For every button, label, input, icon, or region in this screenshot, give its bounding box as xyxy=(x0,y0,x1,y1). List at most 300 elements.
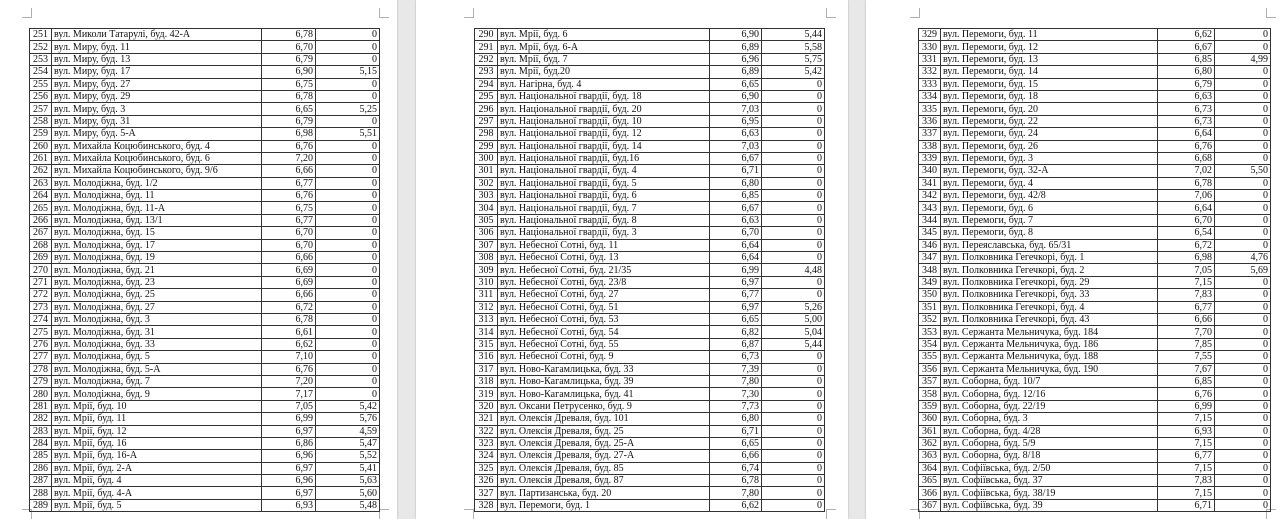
secondary-value-cell: 5,00 xyxy=(762,313,825,325)
value-cell: 6,79 xyxy=(1158,78,1215,90)
secondary-value-cell: 0 xyxy=(316,41,380,53)
row-number: 308 xyxy=(475,252,498,264)
value-cell: 6,85 xyxy=(1158,375,1215,387)
row-number: 273 xyxy=(30,301,52,313)
address-cell: вул. Небесної Сотні, буд. 55 xyxy=(498,338,710,350)
secondary-value-cell: 0 xyxy=(316,202,380,214)
value-cell: 6,66 xyxy=(1158,313,1215,325)
secondary-value-cell: 0 xyxy=(762,152,825,164)
secondary-value-cell: 5,44 xyxy=(762,29,825,41)
value-cell: 6,64 xyxy=(710,239,762,251)
row-number: 325 xyxy=(475,462,498,474)
value-cell: 6,96 xyxy=(710,53,762,65)
secondary-value-cell: 0 xyxy=(762,202,825,214)
address-cell: вул. Соборна, буд. 3 xyxy=(941,413,1158,425)
table-row xyxy=(475,326,825,338)
secondary-value-cell: 0 xyxy=(316,351,380,363)
address-cell: вул. Національної гвардії, буд. 3 xyxy=(498,227,710,239)
row-number: 281 xyxy=(30,400,52,412)
row-number: 331 xyxy=(919,53,941,65)
row-number: 300 xyxy=(475,152,498,164)
table-row xyxy=(919,313,1271,325)
address-cell: вул. Мрії, буд. 10 xyxy=(52,400,262,412)
secondary-value-cell: 0 xyxy=(1215,202,1271,214)
address-cell: вул. Миколи Татарулі, буд. 42-А xyxy=(52,29,262,41)
table-row xyxy=(475,499,825,511)
secondary-value-cell: 0 xyxy=(762,128,825,140)
secondary-value-cell: 0 xyxy=(762,276,825,288)
value-cell: 6,90 xyxy=(262,66,316,78)
row-number: 362 xyxy=(919,437,941,449)
address-cell: вул. Небесної Сотні, буд. 21/35 xyxy=(498,264,710,276)
secondary-value-cell: 0 xyxy=(762,413,825,425)
row-number: 360 xyxy=(919,413,941,425)
secondary-value-cell: 0 xyxy=(316,252,380,264)
value-cell: 6,67 xyxy=(710,202,762,214)
table-row xyxy=(919,190,1271,202)
value-cell: 6,93 xyxy=(262,499,316,511)
address-cell: вул. Молодіжна, буд. 23 xyxy=(52,276,262,288)
value-cell: 7,67 xyxy=(1158,363,1215,375)
value-cell: 6,78 xyxy=(262,29,316,41)
address-cell: вул. Сержанта Мельничука, буд. 190 xyxy=(941,363,1158,375)
address-cell: вул. Оксани Петрусенко, буд. 9 xyxy=(498,400,710,412)
table-row xyxy=(475,41,825,53)
row-number: 334 xyxy=(919,90,941,102)
value-cell: 6,63 xyxy=(1158,90,1215,102)
table-row xyxy=(475,388,825,400)
value-cell: 6,95 xyxy=(710,115,762,127)
table-row xyxy=(30,462,380,474)
row-number: 296 xyxy=(475,103,498,115)
value-cell: 6,71 xyxy=(1158,499,1215,511)
address-cell: вул. Національної гвардії, буд. 14 xyxy=(498,140,710,152)
value-cell: 6,76 xyxy=(262,190,316,202)
address-cell: вул. Перемоги, буд. 12 xyxy=(941,41,1158,53)
row-number: 266 xyxy=(30,214,52,226)
table-row xyxy=(475,264,825,276)
row-number: 356 xyxy=(919,363,941,375)
address-cell: вул. Перемоги, буд. 26 xyxy=(941,140,1158,152)
value-cell: 6,77 xyxy=(1158,450,1215,462)
table-row xyxy=(475,276,825,288)
secondary-value-cell: 5,15 xyxy=(316,66,380,78)
table-row xyxy=(475,437,825,449)
address-cell: вул. Небесної Сотні, буд. 11 xyxy=(498,239,710,251)
row-number: 316 xyxy=(475,351,498,363)
address-cell: вул. Небесної Сотні, буд. 23/8 xyxy=(498,276,710,288)
table-row xyxy=(919,499,1271,511)
table-row xyxy=(475,90,825,102)
value-cell: 6,68 xyxy=(1158,152,1215,164)
value-cell: 6,89 xyxy=(710,66,762,78)
value-cell: 7,06 xyxy=(1158,190,1215,202)
address-cell: вул. Полковника Гегечкорі, буд. 29 xyxy=(941,276,1158,288)
address-cell: вул. Михайла Коцюбинського, буд. 4 xyxy=(52,140,262,152)
value-cell: 6,65 xyxy=(710,78,762,90)
table-row xyxy=(475,413,825,425)
row-number: 261 xyxy=(30,152,52,164)
value-cell: 6,78 xyxy=(262,313,316,325)
value-cell: 7,83 xyxy=(1158,289,1215,301)
document-page-1 xyxy=(0,0,397,519)
address-cell: вул. Мрії, буд. 11 xyxy=(52,413,262,425)
secondary-value-cell: 0 xyxy=(316,152,380,164)
value-cell: 7,83 xyxy=(1158,475,1215,487)
secondary-value-cell: 0 xyxy=(1215,29,1271,41)
address-cell: вул. Молодіжна, буд. 9 xyxy=(52,388,262,400)
secondary-value-cell: 5,50 xyxy=(1215,165,1271,177)
address-cell: вул. Партизанська, буд. 20 xyxy=(498,487,710,499)
row-number: 265 xyxy=(30,202,52,214)
address-cell: вул. Миру, буд. 29 xyxy=(52,90,262,102)
table-row xyxy=(30,252,380,264)
address-cell: вул. Молодіжна, буд. 13/1 xyxy=(52,214,262,226)
address-cell: вул. Ново-Кагамлицька, буд. 41 xyxy=(498,388,710,400)
address-cell: вул. Миру, буд. 31 xyxy=(52,115,262,127)
address-cell: вул. Перемоги, буд. 14 xyxy=(941,66,1158,78)
address-cell: вул. Молодіжна, буд. 7 xyxy=(52,375,262,387)
table-row xyxy=(919,487,1271,499)
value-cell: 6,66 xyxy=(262,289,316,301)
address-cell: вул. Молодіжна, буд. 5-А xyxy=(52,363,262,375)
table-row xyxy=(475,190,825,202)
table-row xyxy=(30,413,380,425)
address-cell: вул. Олексія Древаля, буд. 85 xyxy=(498,462,710,474)
table-row xyxy=(919,227,1271,239)
row-number: 327 xyxy=(475,487,498,499)
row-number: 271 xyxy=(30,276,52,288)
table-row xyxy=(30,103,380,115)
secondary-value-cell: 4,76 xyxy=(1215,252,1271,264)
row-number: 330 xyxy=(919,41,941,53)
table-row xyxy=(30,388,380,400)
value-cell: 7,39 xyxy=(710,363,762,375)
value-cell: 6,77 xyxy=(262,177,316,189)
secondary-value-cell: 5,76 xyxy=(316,413,380,425)
secondary-value-cell: 5,04 xyxy=(762,326,825,338)
value-cell: 6,90 xyxy=(710,90,762,102)
table-row xyxy=(30,29,380,41)
row-number: 268 xyxy=(30,239,52,251)
table-row xyxy=(475,152,825,164)
address-cell: вул. Перемоги, буд. 11 xyxy=(941,29,1158,41)
address-cell: вул. Олексія Древаля, буд. 25-А xyxy=(498,437,710,449)
secondary-value-cell: 0 xyxy=(1215,388,1271,400)
secondary-value-cell: 0 xyxy=(1215,375,1271,387)
address-cell: вул. Молодіжна, буд. 3 xyxy=(52,313,262,325)
row-number: 313 xyxy=(475,313,498,325)
row-number: 269 xyxy=(30,252,52,264)
secondary-value-cell: 0 xyxy=(1215,437,1271,449)
row-number: 333 xyxy=(919,78,941,90)
table-row xyxy=(475,214,825,226)
table-row xyxy=(919,78,1271,90)
secondary-value-cell: 0 xyxy=(762,214,825,226)
address-cell: вул. Перемоги, буд. 15 xyxy=(941,78,1158,90)
secondary-value-cell: 0 xyxy=(762,499,825,511)
secondary-value-cell: 0 xyxy=(1215,400,1271,412)
table-row xyxy=(919,462,1271,474)
table-row xyxy=(919,450,1271,462)
value-cell: 6,99 xyxy=(1158,400,1215,412)
value-cell: 7,55 xyxy=(1158,351,1215,363)
row-number: 326 xyxy=(475,475,498,487)
table-row xyxy=(30,487,380,499)
address-cell: вул. Мрії, буд. 16 xyxy=(52,437,262,449)
table-row xyxy=(30,165,380,177)
table-row xyxy=(475,313,825,325)
row-number: 298 xyxy=(475,128,498,140)
row-number: 329 xyxy=(919,29,941,41)
value-cell: 6,70 xyxy=(710,227,762,239)
value-cell: 6,97 xyxy=(710,301,762,313)
address-cell: вул. Національної гвардії, буд. 6 xyxy=(498,190,710,202)
row-number: 284 xyxy=(30,437,52,449)
row-number: 309 xyxy=(475,264,498,276)
table-row xyxy=(30,301,380,313)
secondary-value-cell: 4,48 xyxy=(762,264,825,276)
row-number: 322 xyxy=(475,425,498,437)
secondary-value-cell: 0 xyxy=(762,289,825,301)
secondary-value-cell: 0 xyxy=(762,103,825,115)
address-cell: вул. Миру, буд. 5-А xyxy=(52,128,262,140)
address-cell: вул. Молодіжна, буд. 15 xyxy=(52,227,262,239)
secondary-value-cell: 0 xyxy=(1215,363,1271,375)
secondary-value-cell: 0 xyxy=(1215,66,1271,78)
value-cell: 7,70 xyxy=(1158,326,1215,338)
value-cell: 7,15 xyxy=(1158,413,1215,425)
value-cell: 7,15 xyxy=(1158,276,1215,288)
value-cell: 6,62 xyxy=(710,499,762,511)
value-cell: 6,80 xyxy=(1158,66,1215,78)
value-cell: 6,73 xyxy=(710,351,762,363)
row-number: 251 xyxy=(30,29,52,41)
value-cell: 6,66 xyxy=(262,252,316,264)
secondary-value-cell: 0 xyxy=(762,252,825,264)
page-margin-mark xyxy=(379,8,389,18)
page-margin-mark xyxy=(910,8,920,18)
value-cell: 7,03 xyxy=(710,103,762,115)
row-number: 336 xyxy=(919,115,941,127)
secondary-value-cell: 0 xyxy=(1215,78,1271,90)
secondary-value-cell: 5,63 xyxy=(316,475,380,487)
secondary-value-cell: 0 xyxy=(316,375,380,387)
value-cell: 6,63 xyxy=(710,214,762,226)
value-cell: 6,80 xyxy=(710,177,762,189)
table-row xyxy=(30,214,380,226)
value-cell: 6,64 xyxy=(710,252,762,264)
table-row xyxy=(30,128,380,140)
row-number: 258 xyxy=(30,115,52,127)
value-cell: 6,78 xyxy=(262,90,316,102)
address-cell: вул. Сержанта Мельничука, буд. 184 xyxy=(941,326,1158,338)
value-cell: 6,71 xyxy=(710,165,762,177)
secondary-value-cell: 0 xyxy=(762,227,825,239)
value-cell: 6,69 xyxy=(262,276,316,288)
secondary-value-cell: 0 xyxy=(316,301,380,313)
table-row xyxy=(30,351,380,363)
row-number: 335 xyxy=(919,103,941,115)
value-cell: 7,15 xyxy=(1158,462,1215,474)
value-cell: 6,79 xyxy=(262,115,316,127)
value-cell: 7,02 xyxy=(1158,165,1215,177)
address-cell: вул. Нагірна, буд. 4 xyxy=(498,78,710,90)
table-row xyxy=(30,90,380,102)
table-row xyxy=(30,202,380,214)
secondary-value-cell: 0 xyxy=(762,351,825,363)
row-number: 252 xyxy=(30,41,52,53)
row-number: 311 xyxy=(475,289,498,301)
table-row xyxy=(475,301,825,313)
secondary-value-cell: 5,51 xyxy=(316,128,380,140)
secondary-value-cell: 0 xyxy=(316,140,380,152)
value-cell: 6,79 xyxy=(262,53,316,65)
secondary-value-cell: 0 xyxy=(762,90,825,102)
value-cell: 7,05 xyxy=(1158,264,1215,276)
row-number: 257 xyxy=(30,103,52,115)
address-cell: вул. Перемоги, буд. 3 xyxy=(941,152,1158,164)
secondary-value-cell: 0 xyxy=(1215,128,1271,140)
secondary-value-cell: 0 xyxy=(1215,301,1271,313)
address-cell: вул. Небесної Сотні, буд. 27 xyxy=(498,289,710,301)
value-cell: 7,85 xyxy=(1158,338,1215,350)
row-number: 357 xyxy=(919,375,941,387)
table-row xyxy=(475,103,825,115)
value-cell: 7,80 xyxy=(710,487,762,499)
secondary-value-cell: 4,59 xyxy=(316,425,380,437)
address-cell: вул. Соборна, буд. 12/16 xyxy=(941,388,1158,400)
row-number: 361 xyxy=(919,425,941,437)
value-cell: 6,99 xyxy=(262,413,316,425)
secondary-value-cell: 5,60 xyxy=(316,487,380,499)
table-row xyxy=(30,450,380,462)
row-number: 345 xyxy=(919,227,941,239)
table-row xyxy=(475,202,825,214)
row-number: 301 xyxy=(475,165,498,177)
row-number: 307 xyxy=(475,239,498,251)
table-row xyxy=(919,252,1271,264)
secondary-value-cell: 0 xyxy=(1215,462,1271,474)
secondary-value-cell: 0 xyxy=(316,338,380,350)
value-cell: 6,61 xyxy=(262,326,316,338)
value-cell: 6,67 xyxy=(710,152,762,164)
address-cell: вул. Національної гвардії, буд. 12 xyxy=(498,128,710,140)
secondary-value-cell: 0 xyxy=(1215,276,1271,288)
row-number: 359 xyxy=(919,400,941,412)
value-cell: 6,99 xyxy=(710,264,762,276)
row-number: 267 xyxy=(30,227,52,239)
table-row xyxy=(475,239,825,251)
table-row xyxy=(30,227,380,239)
secondary-value-cell: 0 xyxy=(316,313,380,325)
value-cell: 6,85 xyxy=(1158,53,1215,65)
secondary-value-cell: 5,42 xyxy=(762,66,825,78)
value-cell: 6,86 xyxy=(262,437,316,449)
address-cell: вул. Софіївська, буд. 39 xyxy=(941,499,1158,511)
row-number: 255 xyxy=(30,78,52,90)
value-cell: 6,96 xyxy=(262,450,316,462)
table-row xyxy=(30,400,380,412)
address-cell: вул. Небесної Сотні, буд. 51 xyxy=(498,301,710,313)
row-number: 315 xyxy=(475,338,498,350)
row-number: 363 xyxy=(919,450,941,462)
row-number: 275 xyxy=(30,326,52,338)
tariff-table xyxy=(29,28,380,512)
table-row xyxy=(475,338,825,350)
row-number: 305 xyxy=(475,214,498,226)
row-number: 349 xyxy=(919,276,941,288)
value-cell: 6,98 xyxy=(262,128,316,140)
value-cell: 6,65 xyxy=(262,103,316,115)
address-cell: вул. Перемоги, буд. 32-А xyxy=(941,165,1158,177)
table-row xyxy=(30,152,380,164)
row-number: 303 xyxy=(475,190,498,202)
tariff-table xyxy=(474,28,825,512)
secondary-value-cell: 0 xyxy=(762,115,825,127)
value-cell: 6,89 xyxy=(710,41,762,53)
value-cell: 6,97 xyxy=(262,462,316,474)
row-number: 355 xyxy=(919,351,941,363)
value-cell: 7,80 xyxy=(710,375,762,387)
address-cell: вул. Небесної Сотні, буд. 9 xyxy=(498,351,710,363)
table-row xyxy=(475,375,825,387)
address-cell: вул. Полковника Гегечкорі, буд. 33 xyxy=(941,289,1158,301)
address-cell: вул. Молодіжна, буд. 1/2 xyxy=(52,177,262,189)
secondary-value-cell: 0 xyxy=(316,165,380,177)
address-cell: вул. Небесної Сотні, буд. 13 xyxy=(498,252,710,264)
secondary-value-cell: 0 xyxy=(316,115,380,127)
address-cell: вул. Перемоги, буд. 22 xyxy=(941,115,1158,127)
table-row xyxy=(30,475,380,487)
table-row xyxy=(475,140,825,152)
secondary-value-cell: 0 xyxy=(316,214,380,226)
secondary-value-cell: 0 xyxy=(762,400,825,412)
secondary-value-cell: 0 xyxy=(316,264,380,276)
secondary-value-cell: 0 xyxy=(762,165,825,177)
table-row xyxy=(475,252,825,264)
row-number: 283 xyxy=(30,425,52,437)
row-number: 337 xyxy=(919,128,941,140)
value-cell: 6,71 xyxy=(710,425,762,437)
page-margin-mark xyxy=(826,8,836,18)
row-number: 274 xyxy=(30,313,52,325)
address-cell: вул. Мрії, буд. 12 xyxy=(52,425,262,437)
secondary-value-cell: 0 xyxy=(762,462,825,474)
address-cell: вул. Полковника Гегечкорі, буд. 2 xyxy=(941,264,1158,276)
value-cell: 7,17 xyxy=(262,388,316,400)
address-cell: вул. Національної гвардії, буд. 18 xyxy=(498,90,710,102)
page-margin-mark xyxy=(464,509,474,519)
secondary-value-cell: 0 xyxy=(1215,140,1271,152)
row-number: 276 xyxy=(30,338,52,350)
address-cell: вул. Перемоги, буд. 7 xyxy=(941,214,1158,226)
value-cell: 6,66 xyxy=(710,450,762,462)
secondary-value-cell: 0 xyxy=(1215,413,1271,425)
document-page-3 xyxy=(866,0,1280,519)
address-cell: вул. Перемоги, буд. 18 xyxy=(941,90,1158,102)
secondary-value-cell: 0 xyxy=(1215,190,1271,202)
secondary-value-cell: 0 xyxy=(762,450,825,462)
secondary-value-cell: 0 xyxy=(316,29,380,41)
table-row xyxy=(30,190,380,202)
table-row xyxy=(475,363,825,375)
row-number: 302 xyxy=(475,177,498,189)
secondary-value-cell: 5,48 xyxy=(316,499,380,511)
secondary-value-cell: 5,41 xyxy=(316,462,380,474)
row-number: 280 xyxy=(30,388,52,400)
table-row xyxy=(919,437,1271,449)
